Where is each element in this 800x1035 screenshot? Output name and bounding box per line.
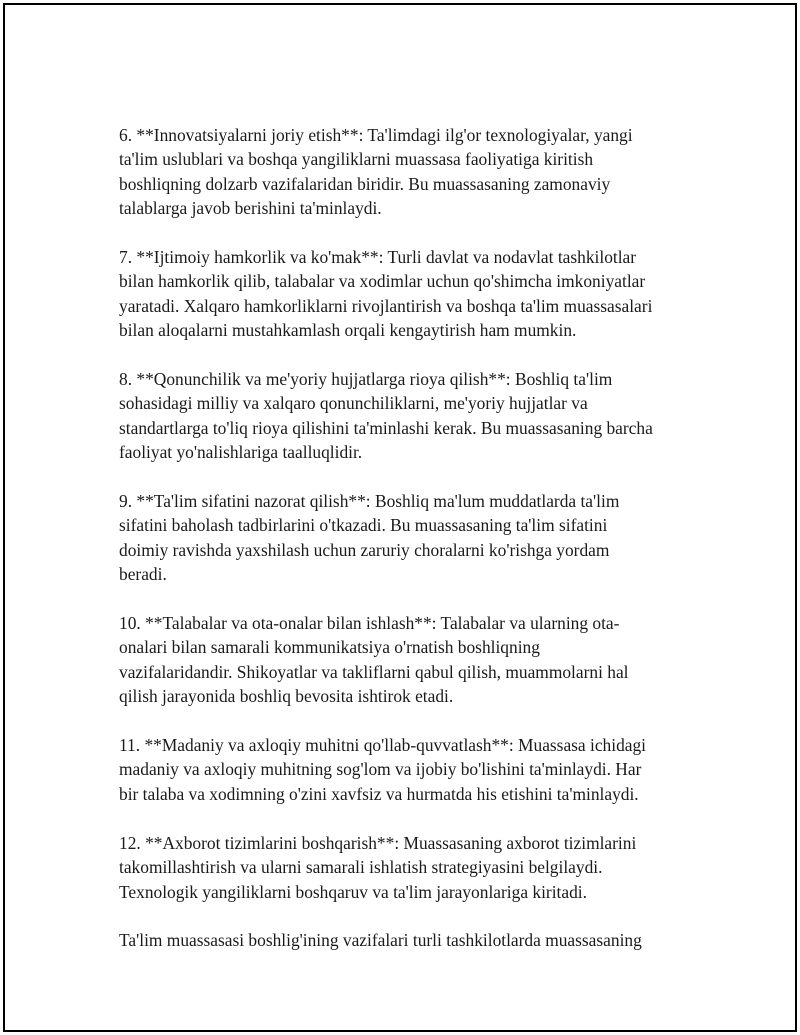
paragraph — [119, 367, 699, 465]
text-line: talablarga javob berishini ta'minlaydi. — [119, 198, 382, 219]
paragraph — [119, 245, 699, 343]
text-line: faoliyat yo'nalishlariga taalluqlidir. — [119, 442, 363, 463]
text-line: bilan aloqalarni mustahkamlash orqali kengaytirish ham mumkin. — [119, 320, 577, 341]
text-line: sifatini baholash tadbirlarini o'tkazadi. Bu muassasaning ta'lim sifatini — [119, 515, 608, 536]
text-line: Ta'lim muassasasi boshlig'ining vazifalari turli tashkilotlarda muassasaning — [119, 930, 642, 951]
text-line: yaratadi. Xalqaro hamkorliklarni rivojlantirish va boshqa ta'lim muassasalari — [119, 295, 653, 316]
paragraph — [119, 928, 699, 952]
text-line: doimiy ravishda yaxshilash uchun zaruriy choralarni ko'rishga yordam — [119, 539, 610, 560]
text-line: 10. **Talabalar va ota-onalar bilan ishlash**: Talabalar va ularning ota- — [119, 613, 620, 634]
paragraph — [119, 611, 699, 709]
text-line: ta'lim uslublari va boshqa yangiliklarni muassasa faoliyatiga kiritish — [119, 149, 594, 170]
text-line: 12. **Axborot tizimlarini boshqarish**: Muassasaning axborot tizimlarini — [119, 832, 637, 853]
text-line: 11. **Madaniy va axloqiy muhitni qo'llab-quvvatlash**: Muassasa ichidagi — [119, 735, 647, 756]
text-line: 6. **Innovatsiyalarni joriy etish**: Ta'limdagi ilg'or texnologiyalar, yangi — [119, 125, 633, 145]
paragraph — [119, 123, 699, 221]
paragraph — [119, 831, 699, 904]
text-line: 9. **Ta'lim sifatini nazorat qilish**: Boshliq ma'lum muddatlarda ta'lim — [119, 491, 620, 512]
text-line: onalari bilan samarali kommunikatsiya o'rnatish boshliqning — [119, 637, 540, 658]
document-body — [119, 123, 699, 953]
text-line: vazifalaridandir. Shikoyatlar va takliflarni qabul qilish, muammolarni hal — [119, 661, 629, 682]
text-line: qilish jarayonida boshliq bevosita ishtirok etadi. — [119, 686, 454, 707]
text-line: beradi. — [119, 564, 167, 585]
paragraph — [119, 489, 699, 587]
text-line: sohasidagi milliy va xalqaro qonunchiliklarni, me'yoriy hujjatlar va — [119, 393, 588, 414]
text-line: boshliqning dolzarb vazifalaridan biridir. Bu muassasaning zamonaviy — [119, 173, 611, 194]
text-line: Texnologik yangiliklarni boshqaruv va ta'lim jarayonlariga kiritadi. — [119, 881, 587, 902]
text-line: bilan hamkorlik qilib, talabalar va xodimlar uchun qo'shimcha imkoniyatlar — [119, 271, 646, 292]
paragraph — [119, 733, 699, 806]
page-frame — [3, 3, 797, 1032]
text-line: takomillashtirish va ularni samarali ishlatish strategiyasini belgilaydi. — [119, 857, 603, 878]
text-line: standartlarga to'liq rioya qilishini ta'minlashi kerak. Bu muassasaning barcha — [119, 417, 653, 438]
text-line: 7. **Ijtimoiy hamkorlik va ko'mak**: Turli davlat va nodavlat tashkilotlar — [119, 247, 637, 268]
text-line: bir talaba va xodimning o'zini xavfsiz va hurmatda his etishini ta'minlaydi. — [119, 783, 639, 804]
text-line: madaniy va axloqiy muhitning sog'lom va ijobiy bo'lishini ta'minlaydi. Har — [119, 759, 642, 780]
text-line: 8. **Qonunchilik va me'yoriy hujjatlarga rioya qilish**: Boshliq ta'lim — [119, 369, 613, 390]
